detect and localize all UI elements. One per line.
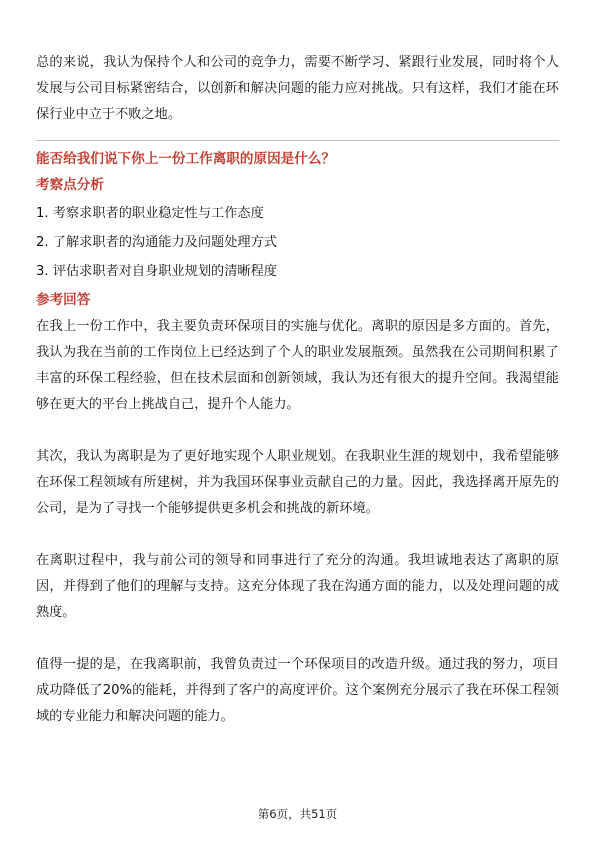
paragraph-gap [36, 626, 559, 652]
intro-paragraph: 总的来说，我认为保持个人和公司的竞争力，需要不断学习、紧跟行业发展，同时将个人发展与公司目标紧密结合，以创新和解决问题的能力应对挑战。只有这样，我们才能在环保行业中立于不败之地。 [36, 55, 559, 122]
paragraph-gap [36, 418, 559, 444]
analysis-item: 1. 考察求职者的职业稳定性与工作态度 [36, 206, 264, 221]
page-footer: 第6页，共51页 [257, 807, 338, 821]
answer-paragraph: 其次，我认为离职是为了更好地实现个人职业规划。在我职业生涯的规划中，我希望能够在环保工程领域有所建树，并为我国环保事业贡献自己的力量。因此，我选择离开原先的公司，是为了寻找一个能够提供更多机会和挑战的新环境。 [36, 449, 559, 516]
paragraph-gap [36, 522, 559, 548]
answer-paragraph: 在离职过程中，我与前公司的领导和同事进行了充分的沟通。我坦诚地表达了离职的原因，并得到了他们的理解与支持。这充分体现了我在沟通方面的能力，以及处理问题的成熟度。 [36, 553, 559, 620]
analysis-item: 2. 了解求职者的沟通能力及问题处理方式 [36, 235, 277, 250]
analysis-item: 3. 评估求职者对自身职业规划的清晰程度 [36, 264, 277, 279]
answer-paragraph: 在我上一份工作中，我主要负责环保项目的实施与优化。离职的原因是多方面的。首先，我认为我在当前的工作岗位上已经达到了个人的职业发展瓶颈。虽然我在公司期间积累了丰富的环保工程经验，但在技术层面和创新领域，我认为还有很大的提升空间。我渴望能够在更大的平台上挑战自己，提升个人能力。 [36, 319, 559, 412]
answer-paragraph: 值得一提的是，在我离职前，我曾负责过一个环保项目的改造升级。通过我的努力，项目成功降低了20%的能耗，并得到了客户的高度评价。这个案例充分展示了我在环保工程领域的专业能力和解决问题的能力。 [36, 657, 559, 724]
answer-heading: 参考回答 [36, 292, 91, 308]
document-page [36, 50, 559, 730]
analysis-heading: 考察点分析 [36, 177, 104, 193]
question-heading: 能否给我们说下你上一份工作离职的原因是什么？ [36, 151, 336, 167]
section-divider [36, 140, 559, 141]
